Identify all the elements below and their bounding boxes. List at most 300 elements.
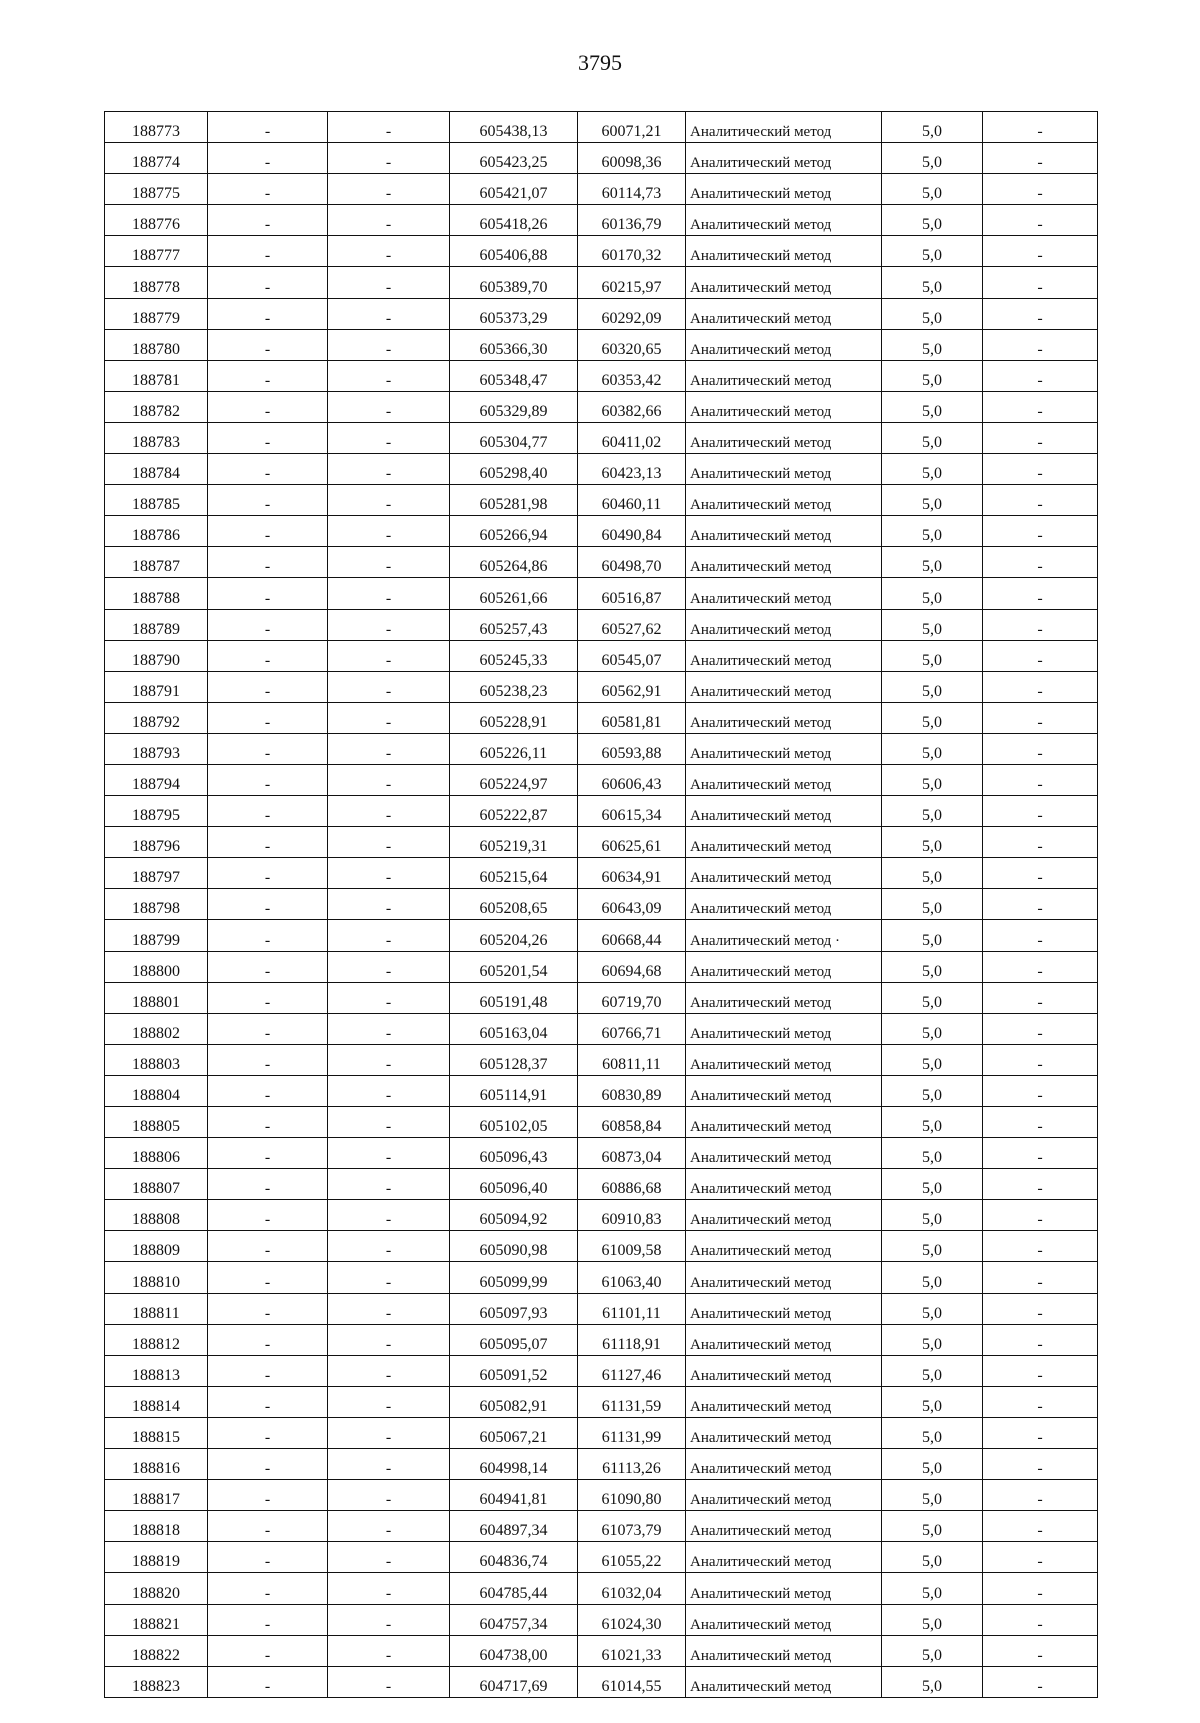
empty-value-cell: -: [328, 422, 450, 453]
accuracy-cell: 5,0: [882, 1511, 983, 1542]
table-row: [105, 1355, 1098, 1386]
y-coordinate-cell: 60382,66: [578, 391, 686, 422]
x-coordinate-cell: 605191,48: [450, 982, 578, 1013]
table-row: [105, 422, 1098, 453]
empty-value-cell: -: [983, 858, 1098, 889]
empty-value-cell: -: [983, 920, 1098, 951]
method-cell: Аналитический метод: [686, 609, 882, 640]
point-number-cell: 188820: [105, 1573, 208, 1604]
table-row: [105, 1511, 1098, 1542]
empty-value-cell: -: [983, 143, 1098, 174]
x-coordinate-cell: 605082,91: [450, 1386, 578, 1417]
x-coordinate-cell: 605298,40: [450, 454, 578, 485]
method-cell: Аналитический метод: [686, 1324, 882, 1355]
y-coordinate-cell: 60886,68: [578, 1169, 686, 1200]
method-cell: Аналитический метод: [686, 1293, 882, 1324]
accuracy-cell: 5,0: [882, 951, 983, 982]
point-number-cell: 188821: [105, 1604, 208, 1635]
empty-value-cell: -: [983, 236, 1098, 267]
empty-value-cell: -: [983, 547, 1098, 578]
method-cell: Аналитический метод: [686, 1075, 882, 1106]
empty-value-cell: -: [983, 1511, 1098, 1542]
method-cell: Аналитический метод: [686, 422, 882, 453]
method-cell: Аналитический метод: [686, 143, 882, 174]
empty-value-cell: -: [208, 1386, 328, 1417]
empty-value-cell: -: [983, 733, 1098, 764]
table-row: [105, 1666, 1098, 1697]
x-coordinate-cell: 605219,31: [450, 827, 578, 858]
x-coordinate-cell: 605067,21: [450, 1417, 578, 1448]
empty-value-cell: -: [328, 1075, 450, 1106]
x-coordinate-cell: 605423,25: [450, 143, 578, 174]
accuracy-cell: 5,0: [882, 298, 983, 329]
point-number-cell: 188819: [105, 1542, 208, 1573]
empty-value-cell: -: [328, 360, 450, 391]
accuracy-cell: 5,0: [882, 1107, 983, 1138]
empty-value-cell: -: [328, 1542, 450, 1573]
empty-value-cell: -: [328, 485, 450, 516]
empty-value-cell: -: [983, 1324, 1098, 1355]
empty-value-cell: -: [328, 1013, 450, 1044]
method-cell: Аналитический метод: [686, 329, 882, 360]
empty-value-cell: -: [983, 1480, 1098, 1511]
accuracy-cell: 5,0: [882, 143, 983, 174]
y-coordinate-cell: 60353,42: [578, 360, 686, 391]
table-row: [105, 1169, 1098, 1200]
y-coordinate-cell: 61118,91: [578, 1324, 686, 1355]
y-coordinate-cell: 60545,07: [578, 640, 686, 671]
method-cell: Аналитический метод: [686, 267, 882, 298]
y-coordinate-cell: 61131,59: [578, 1386, 686, 1417]
point-number-cell: 188782: [105, 391, 208, 422]
empty-value-cell: -: [328, 1449, 450, 1480]
method-cell: Аналитический метод: [686, 1666, 882, 1697]
empty-value-cell: -: [983, 1417, 1098, 1448]
empty-value-cell: -: [983, 485, 1098, 516]
empty-value-cell: -: [983, 671, 1098, 702]
method-cell: Аналитический метод ·: [686, 920, 882, 951]
empty-value-cell: -: [983, 267, 1098, 298]
accuracy-cell: 5,0: [882, 1480, 983, 1511]
accuracy-cell: 5,0: [882, 671, 983, 702]
x-coordinate-cell: 605114,91: [450, 1075, 578, 1106]
point-number-cell: 188799: [105, 920, 208, 951]
empty-value-cell: -: [983, 1604, 1098, 1635]
empty-value-cell: -: [208, 1013, 328, 1044]
x-coordinate-cell: 605261,66: [450, 578, 578, 609]
point-number-cell: 188823: [105, 1666, 208, 1697]
x-coordinate-cell: 605264,86: [450, 547, 578, 578]
y-coordinate-cell: 60320,65: [578, 329, 686, 360]
y-coordinate-cell: 60136,79: [578, 205, 686, 236]
table-row: [105, 516, 1098, 547]
empty-value-cell: -: [208, 982, 328, 1013]
empty-value-cell: -: [983, 1449, 1098, 1480]
empty-value-cell: -: [983, 1262, 1098, 1293]
empty-value-cell: -: [208, 858, 328, 889]
y-coordinate-cell: 60830,89: [578, 1075, 686, 1106]
accuracy-cell: 5,0: [882, 205, 983, 236]
method-cell: Аналитический метод: [686, 236, 882, 267]
method-cell: Аналитический метод: [686, 391, 882, 422]
empty-value-cell: -: [983, 112, 1098, 143]
method-cell: Аналитический метод: [686, 298, 882, 329]
empty-value-cell: -: [208, 640, 328, 671]
method-cell: Аналитический метод: [686, 1138, 882, 1169]
method-cell: Аналитический метод: [686, 1013, 882, 1044]
x-coordinate-cell: 605224,97: [450, 764, 578, 795]
point-number-cell: 188815: [105, 1417, 208, 1448]
empty-value-cell: -: [208, 1666, 328, 1697]
table-row: [105, 298, 1098, 329]
x-coordinate-cell: 604785,44: [450, 1573, 578, 1604]
empty-value-cell: -: [208, 1107, 328, 1138]
empty-value-cell: -: [983, 1635, 1098, 1666]
empty-value-cell: -: [208, 796, 328, 827]
method-cell: Аналитический метод: [686, 858, 882, 889]
empty-value-cell: -: [328, 298, 450, 329]
empty-value-cell: -: [983, 1169, 1098, 1200]
table-row: [105, 143, 1098, 174]
empty-value-cell: -: [328, 1573, 450, 1604]
accuracy-cell: 5,0: [882, 578, 983, 609]
method-cell: Аналитический метод: [686, 796, 882, 827]
empty-value-cell: -: [328, 1293, 450, 1324]
y-coordinate-cell: 60625,61: [578, 827, 686, 858]
empty-value-cell: -: [208, 1573, 328, 1604]
empty-value-cell: -: [208, 236, 328, 267]
table-row: [105, 1386, 1098, 1417]
y-coordinate-cell: 60910,83: [578, 1200, 686, 1231]
empty-value-cell: -: [208, 516, 328, 547]
empty-value-cell: -: [208, 1449, 328, 1480]
empty-value-cell: -: [328, 982, 450, 1013]
empty-value-cell: -: [208, 1231, 328, 1262]
method-cell: Аналитический метод: [686, 640, 882, 671]
method-cell: Аналитический метод: [686, 1635, 882, 1666]
table-row: [105, 1200, 1098, 1231]
y-coordinate-cell: 60423,13: [578, 454, 686, 485]
empty-value-cell: -: [983, 391, 1098, 422]
x-coordinate-cell: 605373,29: [450, 298, 578, 329]
method-cell: Аналитический метод: [686, 1480, 882, 1511]
empty-value-cell: -: [983, 454, 1098, 485]
y-coordinate-cell: 61009,58: [578, 1231, 686, 1262]
x-coordinate-cell: 605208,65: [450, 889, 578, 920]
accuracy-cell: 5,0: [882, 796, 983, 827]
empty-value-cell: -: [983, 174, 1098, 205]
x-coordinate-cell: 605266,94: [450, 516, 578, 547]
empty-value-cell: -: [328, 1417, 450, 1448]
point-number-cell: 188812: [105, 1324, 208, 1355]
point-number-cell: 188778: [105, 267, 208, 298]
empty-value-cell: -: [328, 516, 450, 547]
empty-value-cell: -: [208, 1138, 328, 1169]
accuracy-cell: 5,0: [882, 174, 983, 205]
x-coordinate-cell: 605128,37: [450, 1044, 578, 1075]
x-coordinate-cell: 605257,43: [450, 609, 578, 640]
empty-value-cell: -: [328, 547, 450, 578]
accuracy-cell: 5,0: [882, 112, 983, 143]
y-coordinate-cell: 60766,71: [578, 1013, 686, 1044]
empty-value-cell: -: [208, 951, 328, 982]
empty-value-cell: -: [208, 143, 328, 174]
point-number-cell: 188817: [105, 1480, 208, 1511]
accuracy-cell: 5,0: [882, 1231, 983, 1262]
empty-value-cell: -: [208, 671, 328, 702]
x-coordinate-cell: 605094,92: [450, 1200, 578, 1231]
empty-value-cell: -: [328, 205, 450, 236]
table-row: [105, 1417, 1098, 1448]
empty-value-cell: -: [208, 329, 328, 360]
table-row: [105, 1075, 1098, 1106]
empty-value-cell: -: [328, 112, 450, 143]
table-row: [105, 1107, 1098, 1138]
accuracy-cell: 5,0: [882, 764, 983, 795]
accuracy-cell: 5,0: [882, 454, 983, 485]
empty-value-cell: -: [208, 1511, 328, 1542]
x-coordinate-cell: 605096,40: [450, 1169, 578, 1200]
accuracy-cell: 5,0: [882, 889, 983, 920]
coordinates-table: [104, 111, 1098, 1698]
empty-value-cell: -: [208, 733, 328, 764]
empty-value-cell: -: [328, 1107, 450, 1138]
empty-value-cell: -: [328, 236, 450, 267]
empty-value-cell: -: [328, 702, 450, 733]
y-coordinate-cell: 60581,81: [578, 702, 686, 733]
empty-value-cell: -: [983, 1138, 1098, 1169]
empty-value-cell: -: [328, 267, 450, 298]
method-cell: Аналитический метод: [686, 671, 882, 702]
empty-value-cell: -: [208, 702, 328, 733]
empty-value-cell: -: [983, 796, 1098, 827]
empty-value-cell: -: [208, 1604, 328, 1635]
accuracy-cell: 5,0: [882, 1075, 983, 1106]
empty-value-cell: -: [208, 205, 328, 236]
empty-value-cell: -: [208, 391, 328, 422]
method-cell: Аналитический метод: [686, 454, 882, 485]
method-cell: Аналитический метод: [686, 360, 882, 391]
table-row: [105, 1480, 1098, 1511]
accuracy-cell: 5,0: [882, 1013, 983, 1044]
x-coordinate-cell: 604998,14: [450, 1449, 578, 1480]
point-number-cell: 188808: [105, 1200, 208, 1231]
y-coordinate-cell: 60170,32: [578, 236, 686, 267]
empty-value-cell: -: [208, 485, 328, 516]
x-coordinate-cell: 605090,98: [450, 1231, 578, 1262]
empty-value-cell: -: [208, 112, 328, 143]
method-cell: Аналитический метод: [686, 702, 882, 733]
empty-value-cell: -: [328, 1169, 450, 1200]
point-number-cell: 188783: [105, 422, 208, 453]
y-coordinate-cell: 60643,09: [578, 889, 686, 920]
table-row: [105, 827, 1098, 858]
table-row: [105, 1013, 1098, 1044]
accuracy-cell: 5,0: [882, 1169, 983, 1200]
empty-value-cell: -: [208, 1635, 328, 1666]
empty-value-cell: -: [983, 1231, 1098, 1262]
empty-value-cell: -: [983, 516, 1098, 547]
empty-value-cell: -: [208, 174, 328, 205]
y-coordinate-cell: 60498,70: [578, 547, 686, 578]
empty-value-cell: -: [983, 1355, 1098, 1386]
accuracy-cell: 5,0: [882, 640, 983, 671]
y-coordinate-cell: 60490,84: [578, 516, 686, 547]
empty-value-cell: -: [328, 454, 450, 485]
point-number-cell: 188781: [105, 360, 208, 391]
point-number-cell: 188814: [105, 1386, 208, 1417]
y-coordinate-cell: 60516,87: [578, 578, 686, 609]
y-coordinate-cell: 60114,73: [578, 174, 686, 205]
method-cell: Аналитический метод: [686, 1200, 882, 1231]
empty-value-cell: -: [208, 827, 328, 858]
x-coordinate-cell: 604738,00: [450, 1635, 578, 1666]
empty-value-cell: -: [328, 827, 450, 858]
table-row: [105, 1573, 1098, 1604]
method-cell: Аналитический метод: [686, 1044, 882, 1075]
empty-value-cell: -: [208, 1169, 328, 1200]
table-row: [105, 112, 1098, 143]
x-coordinate-cell: 605096,43: [450, 1138, 578, 1169]
empty-value-cell: -: [328, 1355, 450, 1386]
point-number-cell: 188806: [105, 1138, 208, 1169]
method-cell: Аналитический метод: [686, 1262, 882, 1293]
table-row: [105, 764, 1098, 795]
empty-value-cell: -: [983, 298, 1098, 329]
point-number-cell: 188787: [105, 547, 208, 578]
table-row: [105, 609, 1098, 640]
y-coordinate-cell: 60668,44: [578, 920, 686, 951]
accuracy-cell: 5,0: [882, 920, 983, 951]
x-coordinate-cell: 605163,04: [450, 1013, 578, 1044]
x-coordinate-cell: 605095,07: [450, 1324, 578, 1355]
empty-value-cell: -: [328, 329, 450, 360]
table-row: [105, 889, 1098, 920]
table-row: [105, 1604, 1098, 1635]
point-number-cell: 188803: [105, 1044, 208, 1075]
method-cell: Аналитический метод: [686, 951, 882, 982]
empty-value-cell: -: [983, 702, 1098, 733]
empty-value-cell: -: [328, 1480, 450, 1511]
empty-value-cell: -: [328, 1604, 450, 1635]
table-row: [105, 796, 1098, 827]
empty-value-cell: -: [328, 858, 450, 889]
table-row: [105, 578, 1098, 609]
empty-value-cell: -: [983, 1293, 1098, 1324]
point-number-cell: 188777: [105, 236, 208, 267]
table-row: [105, 640, 1098, 671]
point-number-cell: 188795: [105, 796, 208, 827]
table-row: [105, 951, 1098, 982]
y-coordinate-cell: 60527,62: [578, 609, 686, 640]
y-coordinate-cell: 60460,11: [578, 485, 686, 516]
empty-value-cell: -: [328, 1386, 450, 1417]
point-number-cell: 188818: [105, 1511, 208, 1542]
empty-value-cell: -: [208, 764, 328, 795]
x-coordinate-cell: 605245,33: [450, 640, 578, 671]
table-row: [105, 329, 1098, 360]
x-coordinate-cell: 605418,26: [450, 205, 578, 236]
accuracy-cell: 5,0: [882, 827, 983, 858]
method-cell: Аналитический метод: [686, 516, 882, 547]
empty-value-cell: -: [328, 1635, 450, 1666]
point-number-cell: 188822: [105, 1635, 208, 1666]
empty-value-cell: -: [328, 391, 450, 422]
y-coordinate-cell: 61101,11: [578, 1293, 686, 1324]
y-coordinate-cell: 61024,30: [578, 1604, 686, 1635]
point-number-cell: 188805: [105, 1107, 208, 1138]
empty-value-cell: -: [983, 329, 1098, 360]
table-row: [105, 1293, 1098, 1324]
y-coordinate-cell: 60071,21: [578, 112, 686, 143]
table-row: [105, 205, 1098, 236]
accuracy-cell: 5,0: [882, 982, 983, 1013]
empty-value-cell: -: [208, 1293, 328, 1324]
empty-value-cell: -: [208, 1355, 328, 1386]
table-row: [105, 236, 1098, 267]
method-cell: Аналитический метод: [686, 982, 882, 1013]
point-number-cell: 188816: [105, 1449, 208, 1480]
point-number-cell: 188785: [105, 485, 208, 516]
method-cell: Аналитический метод: [686, 1107, 882, 1138]
x-coordinate-cell: 604897,34: [450, 1511, 578, 1542]
x-coordinate-cell: 605238,23: [450, 671, 578, 702]
method-cell: Аналитический метод: [686, 1449, 882, 1480]
empty-value-cell: -: [983, 578, 1098, 609]
accuracy-cell: 5,0: [882, 516, 983, 547]
empty-value-cell: -: [328, 733, 450, 764]
y-coordinate-cell: 61021,33: [578, 1635, 686, 1666]
empty-value-cell: -: [208, 547, 328, 578]
table-row: [105, 858, 1098, 889]
empty-value-cell: -: [328, 920, 450, 951]
point-number-cell: 188810: [105, 1262, 208, 1293]
method-cell: Аналитический метод: [686, 1231, 882, 1262]
accuracy-cell: 5,0: [882, 391, 983, 422]
empty-value-cell: -: [328, 796, 450, 827]
point-number-cell: 188784: [105, 454, 208, 485]
method-cell: Аналитический метод: [686, 205, 882, 236]
empty-value-cell: -: [208, 889, 328, 920]
point-number-cell: 188780: [105, 329, 208, 360]
empty-value-cell: -: [983, 1044, 1098, 1075]
y-coordinate-cell: 61073,79: [578, 1511, 686, 1542]
point-number-cell: 188792: [105, 702, 208, 733]
y-coordinate-cell: 61131,99: [578, 1417, 686, 1448]
y-coordinate-cell: 60606,43: [578, 764, 686, 795]
empty-value-cell: -: [983, 422, 1098, 453]
point-number-cell: 188798: [105, 889, 208, 920]
table-row: [105, 1324, 1098, 1355]
empty-value-cell: -: [328, 764, 450, 795]
point-number-cell: 188813: [105, 1355, 208, 1386]
point-number-cell: 188788: [105, 578, 208, 609]
table-row: [105, 454, 1098, 485]
point-number-cell: 188811: [105, 1293, 208, 1324]
y-coordinate-cell: 60858,84: [578, 1107, 686, 1138]
x-coordinate-cell: 605201,54: [450, 951, 578, 982]
empty-value-cell: -: [983, 640, 1098, 671]
y-coordinate-cell: 61063,40: [578, 1262, 686, 1293]
point-number-cell: 188800: [105, 951, 208, 982]
table-row: [105, 920, 1098, 951]
x-coordinate-cell: 605097,93: [450, 1293, 578, 1324]
empty-value-cell: -: [983, 951, 1098, 982]
method-cell: Аналитический метод: [686, 1169, 882, 1200]
x-coordinate-cell: 605091,52: [450, 1355, 578, 1386]
x-coordinate-cell: 605204,26: [450, 920, 578, 951]
method-cell: Аналитический метод: [686, 1573, 882, 1604]
